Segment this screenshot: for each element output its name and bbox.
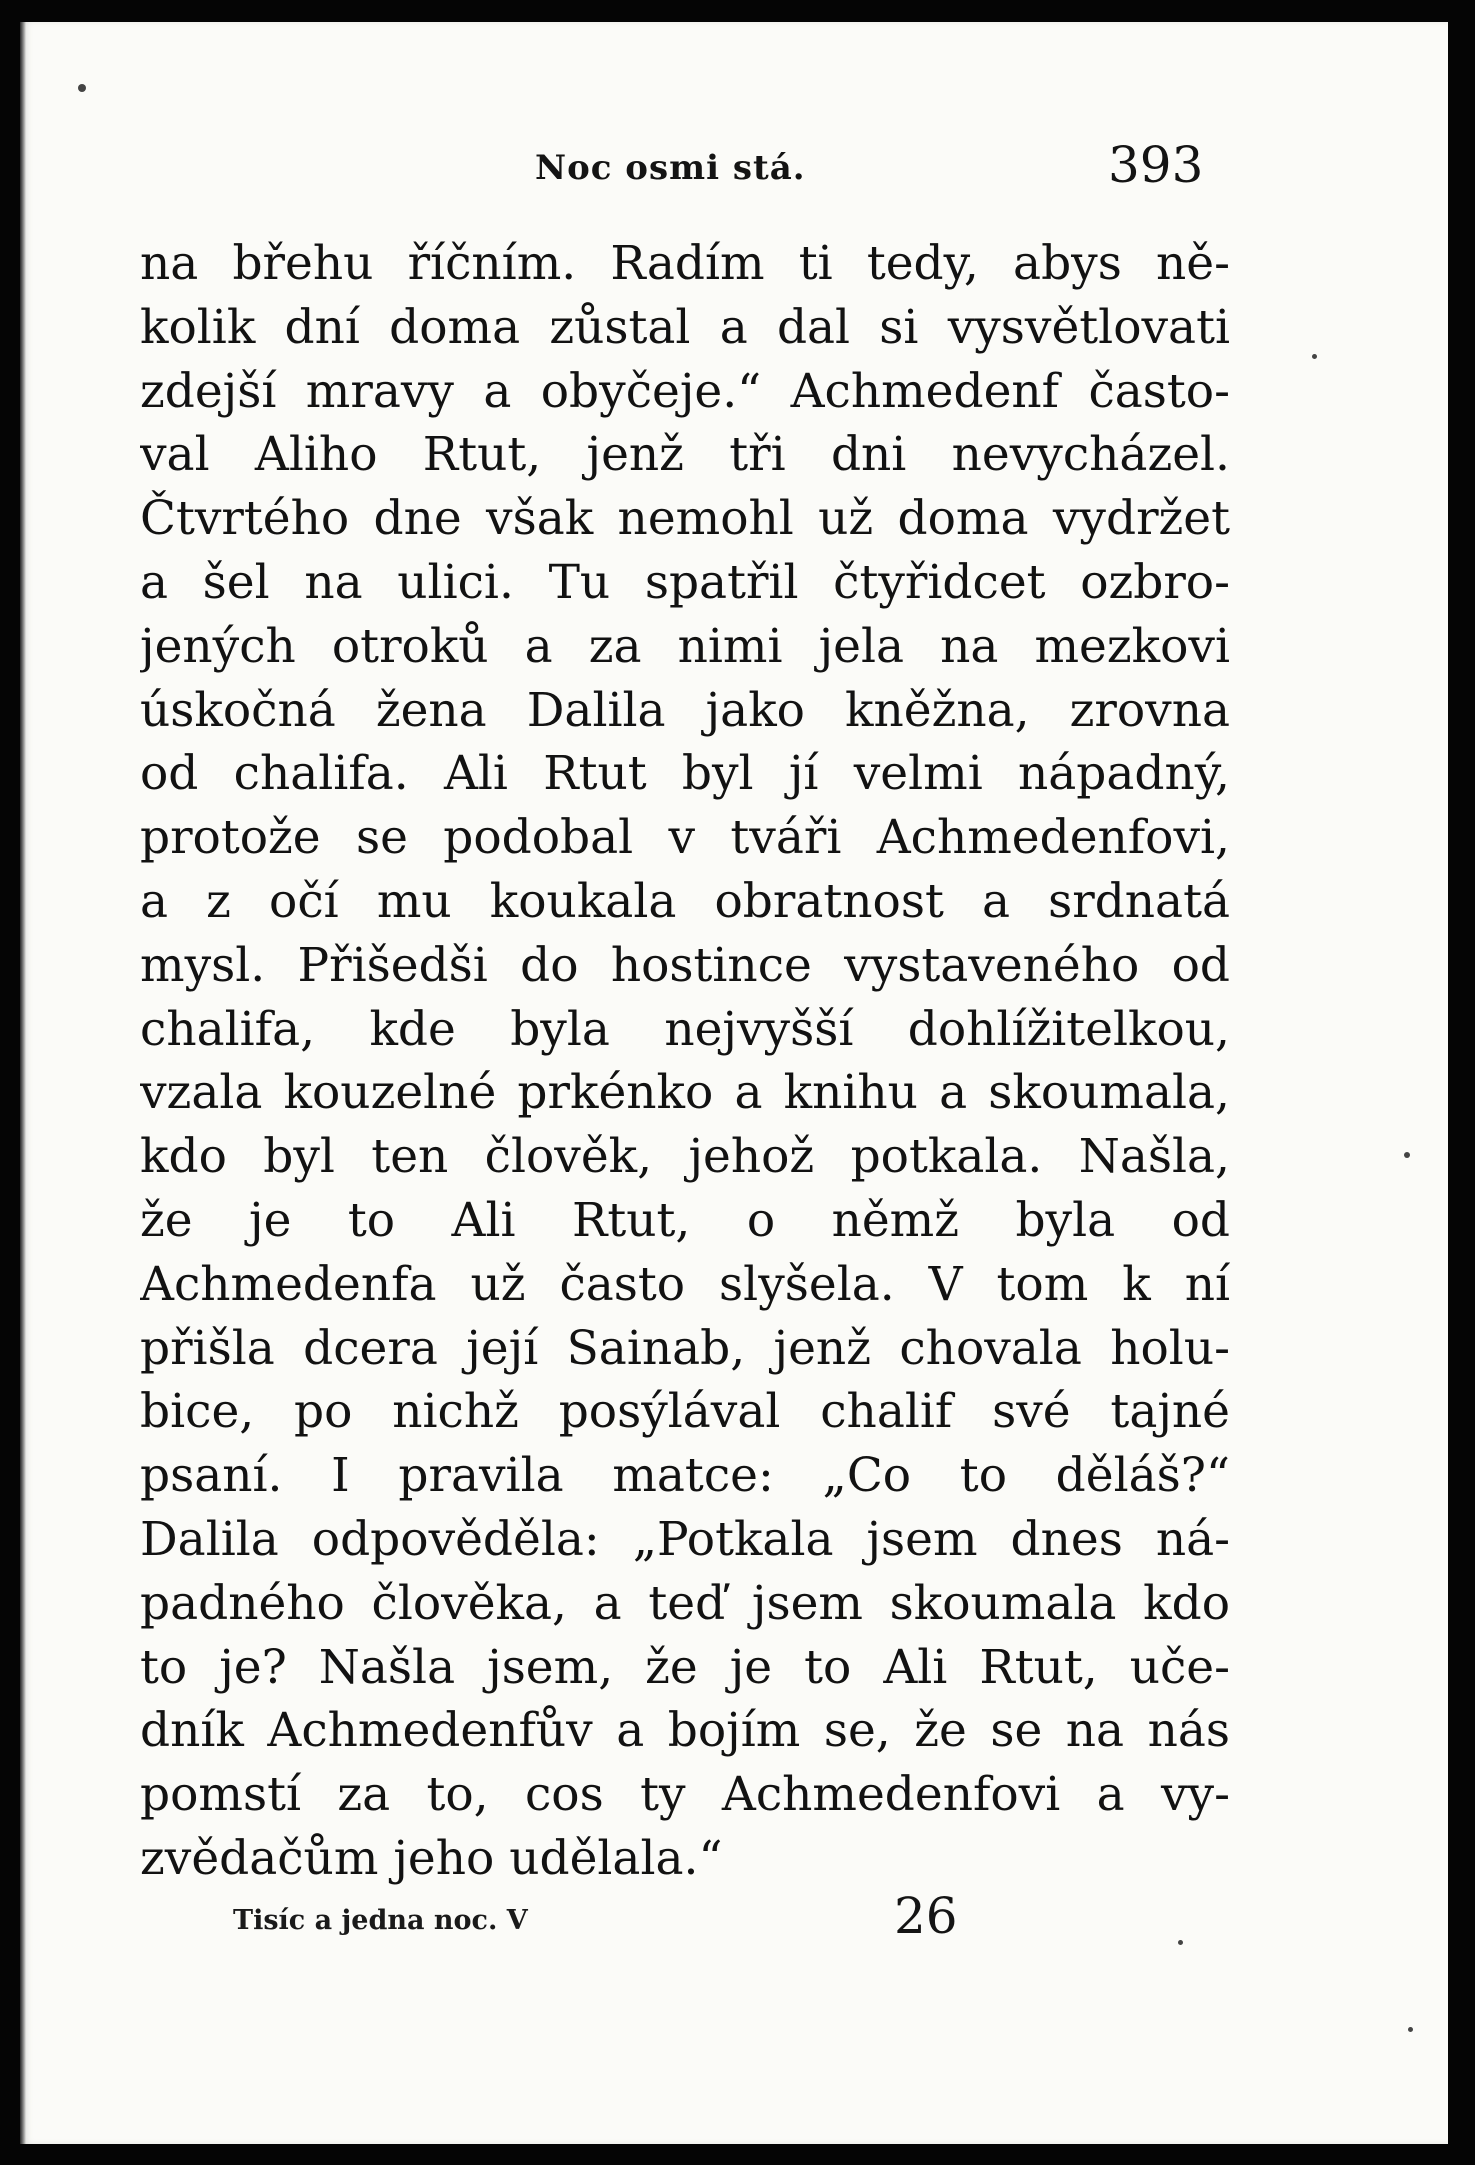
text-line: val Aliho Rtut, jenž tři dni nevycházel. — [140, 427, 1230, 483]
printer-signature: Tisíc a jedna noc. V — [233, 1905, 528, 1936]
page-gutter — [20, 22, 26, 2144]
text-line: pomstí za to, cos ty Achmedenfovi a vy- — [140, 1767, 1230, 1823]
body-text — [140, 232, 1230, 1891]
text-line: Achmedenfa už často slyšela. V tom k ní — [140, 1256, 1230, 1312]
scan-speck — [1312, 354, 1317, 359]
text-line-last: zvědačům jeho udělala.“ — [140, 1830, 723, 1886]
text-line: kolik dní doma zůstal a dal si vysvětlovati — [140, 299, 1230, 355]
text-line: a šel na ulici. Tu spatřil čtyřidcet ozbro- — [140, 554, 1230, 610]
text-line: že je to Ali Rtut, o němž byla od — [140, 1192, 1230, 1248]
text-line: bice, po nichž posýlával chalif své tajné — [140, 1384, 1230, 1440]
text-line: vzala kouzelné prkénko a knihu a skoumala, — [140, 1065, 1230, 1121]
text-line: chalifa, kde byla nejvyšší dohlížitelkou, — [140, 1001, 1230, 1057]
text-line: Dalila odpověděla: „Potkala jsem dnes ná- — [140, 1511, 1230, 1567]
scan-speck — [78, 84, 86, 92]
text-line: zdejší mravy a obyčeje.“ Achmedenf často- — [140, 363, 1230, 419]
text-line: jených otroků a za nimi jela na mezkovi — [140, 618, 1230, 674]
text-line: mysl. Přišedši do hostince vystaveného od — [140, 937, 1230, 993]
page-number: 393 — [1108, 136, 1204, 194]
scan-speck — [1408, 2027, 1413, 2032]
text-line: a z očí mu koukala obratnost a srdnatá — [140, 873, 1230, 929]
text-line: to je? Našla jsem, že je to Ali Rtut, uče- — [140, 1639, 1230, 1695]
scan-speck — [1178, 1940, 1183, 1945]
text-line: od chalifa. Ali Rtut byl jí velmi nápadný, — [140, 746, 1230, 802]
scan-speck — [1404, 1152, 1410, 1158]
text-line: kdo byl ten člověk, jehož potkala. Našla, — [140, 1129, 1230, 1185]
text-line: na břehu říčním. Radím ti tedy, abys ně- — [140, 236, 1230, 291]
signature-mark: 26 — [894, 1887, 958, 1945]
text-line: Čtvrtého dne však nemohl už doma vydržet — [140, 491, 1230, 547]
book-page — [20, 22, 1448, 2144]
text-line: dník Achmedenfův a bojím se, že se na nás — [140, 1703, 1230, 1759]
text-line: padného člověka, a teď jsem skoumala kdo — [140, 1575, 1230, 1631]
text-line: úskočná žena Dalila jako kněžna, zrovna — [140, 682, 1230, 738]
page-footer — [20, 1887, 1448, 1947]
text-line: přišla dcera její Sainab, jenž chovala holu- — [140, 1320, 1230, 1376]
page-header — [20, 130, 1448, 200]
text-line: psaní. I pravila matce: „Co to děláš?“ — [140, 1448, 1230, 1504]
text-line: protože se podobal v tváři Achmedenfovi, — [140, 810, 1230, 866]
running-head: Noc osmi stá. — [535, 148, 806, 188]
